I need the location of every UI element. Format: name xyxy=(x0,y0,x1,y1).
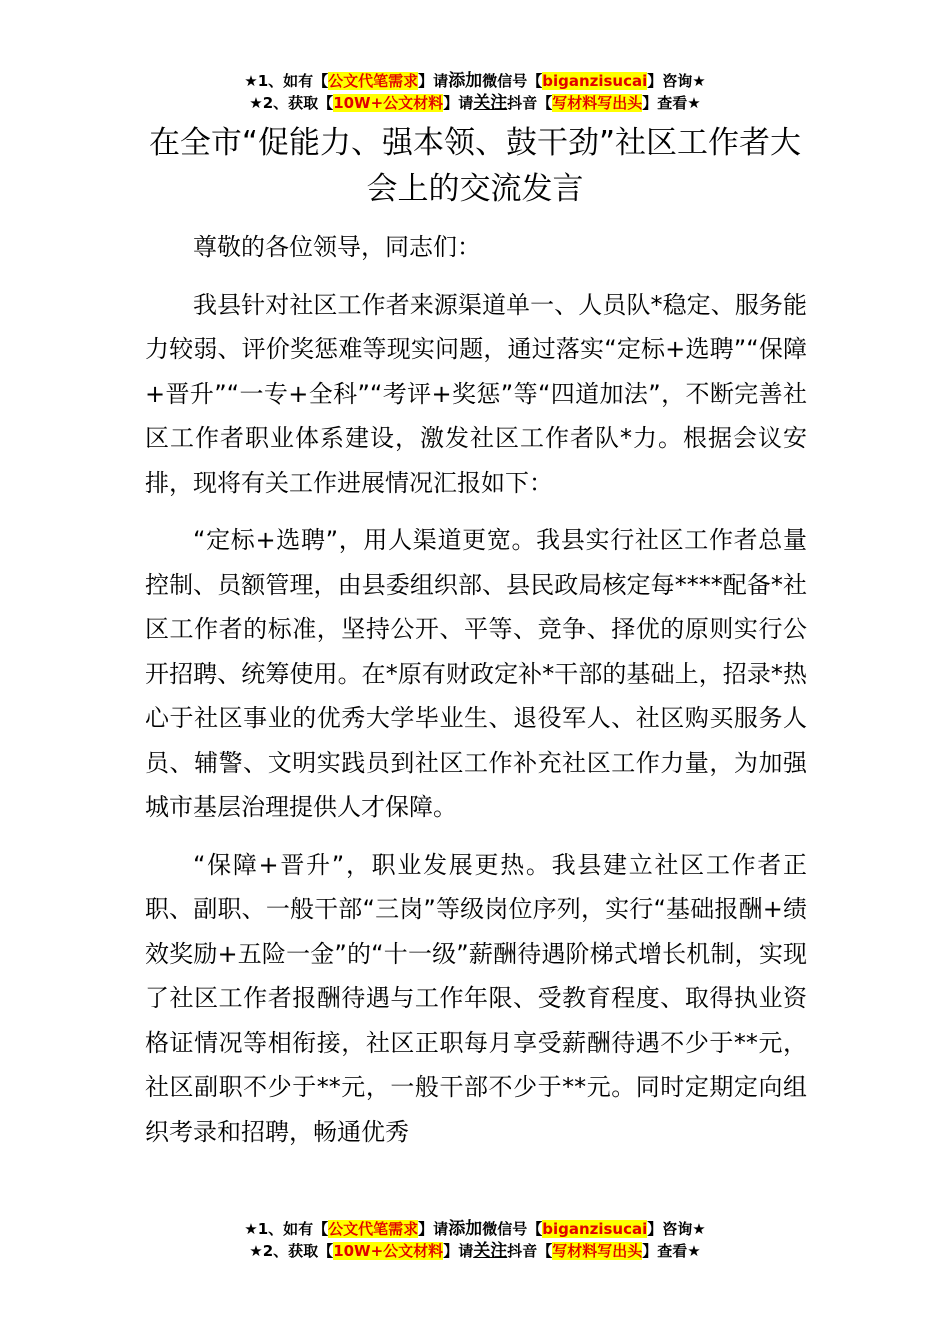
bottom-banner xyxy=(0,1218,950,1262)
banner-highlight: 公文代笔需求 xyxy=(328,1220,419,1238)
banner-line-1 xyxy=(0,1218,950,1240)
banner-text: 抖音【 xyxy=(507,1242,553,1260)
paragraph-intro: 我县针对社区工作者来源渠道单一、人员队*稳定、服务能力较弱、评价奖惩难等现实问题，通过落实“定标+选聘”“保障+晋升”“一专+全科”“考评+奖惩”等“四道加法”，不断完善社区工作者职业体系建设，激发社区工作者队*力。根据会议安排，现将有关工作进展情况汇报如下： xyxy=(145,290,807,497)
banner-text: 】请 xyxy=(418,1220,449,1238)
banner-emphasis: 关注 xyxy=(473,1241,508,1261)
paragraph-recruitment: “定标+选聘”，用人渠道更宽。我县实行社区工作者总量控制、员额管理，由县委组织部、县民政局核定每****配备*社区工作者的标准，坚持公开、平等、竞争、择优的原则实行公开招聘、统筹使用。在*原有财政定补*干部的基础上，招录*热心于社区事业的优秀大学毕业生、退役军人、社区购买服务人员、辅警、文明实践员到社区工作补充社区工作力量，为加强城市基层治理提供人才保障。 xyxy=(145,526,807,821)
banner-text: ★2、获取【 xyxy=(249,1242,334,1260)
banner-highlight: 写材料写出头 xyxy=(552,1242,643,1260)
banner-text: 微信号【 xyxy=(482,1220,543,1238)
banner-text: ★2、获取【 xyxy=(249,94,334,112)
banner-text: 】查看★ xyxy=(642,1242,701,1260)
banner-text: 】请 xyxy=(418,72,449,90)
banner-emphasis: 关注 xyxy=(473,93,508,113)
banner-text: 】查看★ xyxy=(642,94,701,112)
salutation: 尊敬的各位领导，同志们： xyxy=(193,233,481,261)
banner-highlight: biganzisucai xyxy=(542,1220,648,1238)
banner-emphasis: 添加 xyxy=(448,71,483,91)
banner-text: 微信号【 xyxy=(482,72,543,90)
banner-text: 】请 xyxy=(443,1242,474,1260)
banner-highlight: 10W+公文材料 xyxy=(333,1242,444,1260)
top-banner xyxy=(0,70,950,114)
banner-highlight: 10W+公文材料 xyxy=(333,94,444,112)
banner-text: 】咨询★ xyxy=(647,72,706,90)
banner-line-2 xyxy=(0,92,950,114)
document-title: 在全市“促能力、强本领、鼓干劲”社区工作者大会上的交流发言 xyxy=(148,125,802,207)
banner-text: 】请 xyxy=(443,94,474,112)
banner-text: 】咨询★ xyxy=(647,1220,706,1238)
banner-text: ★1、如有【 xyxy=(244,72,329,90)
banner-text: 抖音【 xyxy=(507,94,553,112)
banner-text: ★1、如有【 xyxy=(244,1220,329,1238)
banner-highlight: 公文代笔需求 xyxy=(328,72,419,90)
document-body xyxy=(145,225,807,1167)
banner-line-1 xyxy=(0,70,950,92)
banner-line-2 xyxy=(0,1240,950,1262)
paragraph-career: “保障+晋升”，职业发展更热。我县建立社区工作者正职、副职、一般干部“三岗”等级岗位序列，实行“基础报酬+绩效奖励+五险一金”的“十一级”薪酬待遇阶梯式增长机制，实现了社区工作者报酬待遇与工作年限、受教育程度、取得执业资格证情况等相衔接，社区正职每月享受薪酬待遇不少于**元，社区副职不少于**元，一般干部不少于**元。同时定期定向组织考录和招聘，畅通优秀 xyxy=(145,850,807,1146)
banner-highlight: 写材料写出头 xyxy=(552,94,643,112)
banner-emphasis: 添加 xyxy=(448,1219,483,1239)
banner-highlight: biganzisucai xyxy=(542,72,648,90)
